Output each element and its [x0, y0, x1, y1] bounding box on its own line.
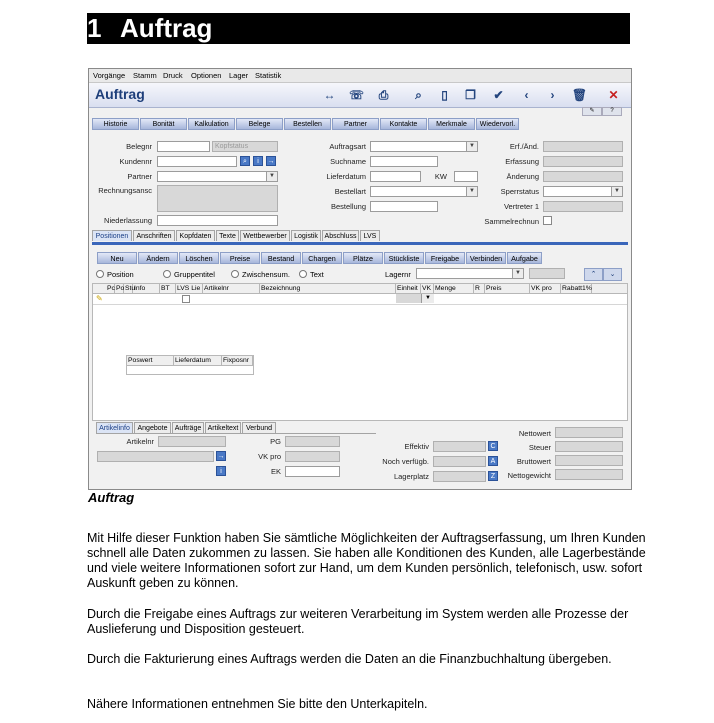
nettowert-field	[555, 427, 623, 438]
figure-caption: Auftrag	[88, 490, 135, 505]
chevron-down-icon[interactable]: ⌄	[603, 268, 622, 281]
col-lvs: LVS Lie	[176, 284, 203, 293]
lagerplatz-field	[433, 471, 486, 482]
tab-logistik[interactable]: Logistik	[291, 230, 321, 241]
menu-druck[interactable]: Druck	[163, 71, 183, 80]
app-title: Auftrag	[95, 86, 145, 102]
lagernr-extra-field	[529, 268, 565, 279]
a-button[interactable]: A	[488, 456, 498, 466]
sub-grid-header	[127, 356, 253, 366]
copy-icon[interactable]: ❐	[465, 88, 476, 102]
action-toolbar	[97, 252, 542, 264]
artikelnr-label: Artikelnr	[126, 437, 154, 446]
tab-belege[interactable]: Belege	[236, 118, 283, 130]
aendern-button[interactable]: Ändern	[138, 252, 178, 264]
effektiv-field	[433, 441, 486, 452]
partner-select[interactable]	[157, 171, 278, 182]
info-icon[interactable]: i	[253, 156, 263, 166]
tab-partner[interactable]: Partner	[332, 118, 379, 130]
lvs-checkbox[interactable]	[182, 295, 190, 303]
arrow-right-icon[interactable]: →	[217, 453, 225, 460]
c-button[interactable]: C	[488, 441, 498, 451]
tab-historie[interactable]: Historie	[92, 118, 139, 130]
preise-button[interactable]: Preise	[220, 252, 260, 264]
chapter-number: 1	[87, 13, 102, 43]
belegnr-field[interactable]	[157, 141, 210, 152]
niederlassung-label: Niederlassung	[104, 216, 152, 225]
tab-kopfdaten[interactable]: Kopfdaten	[176, 230, 215, 241]
chevron-down-icon[interactable]: ▼	[512, 269, 523, 278]
artikelnr-field	[158, 436, 226, 447]
tab-verbund[interactable]: Verbund	[242, 422, 276, 433]
col-info: Info	[133, 284, 160, 293]
col-bezeichnung: Bezeichnung	[260, 284, 396, 293]
tab-angebote[interactable]: Angebote	[134, 422, 171, 433]
bruttowert-field	[555, 455, 623, 466]
bruttowert-label: Bruttowert	[516, 457, 551, 466]
col-poswert: Poswert	[127, 356, 174, 365]
sperrstatus-select[interactable]	[543, 186, 623, 197]
tab-wettbewerber[interactable]: Wettbewerber	[240, 230, 290, 241]
vkpro-label: VK pro	[258, 452, 281, 461]
tab-merkmale[interactable]: Merkmale	[428, 118, 475, 130]
vertreter1-label: Vertreter 1	[503, 202, 539, 211]
chargen-button[interactable]: Chargen	[302, 252, 342, 264]
col-lieferdatum: Lieferdatum	[174, 356, 222, 365]
checkmark-icon[interactable]: ✔	[493, 88, 504, 102]
sammelrechnung-label: Sammelrechnun	[484, 217, 539, 226]
top-tab-bar	[92, 118, 519, 130]
tab-bonitaet[interactable]: Bonität	[140, 118, 187, 130]
position-radio[interactable]	[96, 270, 104, 278]
verbinden-button[interactable]: Verbinden	[466, 252, 506, 264]
menu-statistik[interactable]: Statistik	[255, 71, 282, 80]
col-preis: Preis	[485, 284, 530, 293]
tab-bestellen[interactable]: Bestellen	[284, 118, 331, 130]
bestellung-field[interactable]	[370, 201, 438, 212]
chevron-down-icon[interactable]: ▼	[266, 172, 277, 181]
chevron-down-icon[interactable]: ▼	[611, 187, 622, 196]
bottom-tab-bar	[96, 422, 276, 433]
col-artikelnr: Artikelnr	[203, 284, 260, 293]
vertreter1-field	[543, 201, 623, 212]
rechnungsanschrift-field	[157, 185, 278, 212]
menu-optionen[interactable]: Optionen	[191, 71, 222, 80]
zwischensumme-radio[interactable]	[231, 270, 239, 278]
sperrstatus-label: Sperrstatus	[500, 187, 539, 196]
auftragsart-label: Auftragsart	[329, 142, 366, 151]
col-pc: Pc	[107, 285, 115, 292]
niederlassung-field[interactable]	[157, 215, 278, 226]
kw-field[interactable]	[454, 171, 478, 182]
vkpro-field	[285, 451, 340, 462]
loeschen-button[interactable]: Löschen	[179, 252, 219, 264]
positions-grid	[92, 283, 628, 421]
artikel-bezeichnung-field	[97, 451, 214, 462]
arrow-right-icon[interactable]: ›	[550, 88, 555, 102]
nochverfueg-field	[433, 456, 486, 467]
tab-artikeltext[interactable]: Artikeltext	[205, 422, 241, 433]
bestand-button[interactable]: Bestand	[261, 252, 301, 264]
col-stu: Stu	[125, 285, 136, 292]
nettogewicht-field	[555, 469, 623, 480]
col-vkpro: VK pro	[530, 284, 561, 293]
chapter-title: Auftrag	[120, 13, 213, 43]
erf-aend-field	[543, 141, 623, 152]
lieferdatum-field[interactable]	[370, 171, 421, 182]
grid-header	[93, 284, 627, 294]
trash-icon[interactable]: 🗑	[571, 88, 588, 102]
tab-wiedervorlage[interactable]: Wiedervorl.	[476, 118, 519, 130]
arrow-right-icon[interactable]: →	[267, 158, 275, 165]
rechnungsanschrift-label: Rechnungsansc	[98, 186, 152, 195]
kundennr-label: Kundennr	[119, 157, 152, 166]
freigabe-button[interactable]: Freigabe	[425, 252, 465, 264]
tab-underline	[92, 242, 628, 245]
tab-artikelinfo[interactable]: Artikelinfo	[96, 422, 133, 433]
sammelrechnung-checkbox[interactable]	[543, 216, 552, 225]
col-einheit: Einheit	[396, 284, 421, 293]
paragraph-2: Durch die Freigabe eines Auftrags zur weiteren Verarbeitung im System werden alle Prozesse der Auslieferung und Disposition gesteuert.	[87, 607, 629, 636]
app-screenshot	[88, 68, 632, 490]
tab-auftraege[interactable]: Aufträge	[172, 422, 204, 433]
kopfstatus-field	[212, 141, 278, 152]
aenderung-field	[543, 171, 623, 182]
menu-bar	[89, 69, 631, 83]
bottom-tab-line	[96, 433, 376, 434]
chevron-down-icon[interactable]: ▼	[421, 294, 434, 303]
aenderung-label: Änderung	[506, 172, 539, 181]
printer-icon[interactable]: ⎙	[378, 88, 389, 102]
chevron-down-icon[interactable]: ▼	[466, 187, 477, 196]
sub-grid	[126, 355, 254, 375]
neu-button[interactable]: Neu	[97, 252, 137, 264]
paragraph-1: Mit Hilfe dieser Funktion haben Sie sämtliche Möglichkeiten der Auftragserfassung, um Ihren Kunden schnell alle Daten zukommen zu lassen. Sie haben alle Konditionen des Kunden, alle Lagerbestände und viele weitere Informationen sofort zur Hand, um dem Kunden persönlich, telefonisch, usw. sofort Auskunft geben zu können.	[87, 531, 646, 590]
kundennr-field[interactable]	[157, 156, 237, 167]
col-bt: BT	[160, 284, 176, 293]
title-bar	[89, 83, 631, 108]
col-fixposnr: Fixposnr	[222, 356, 253, 365]
bestellung-label: Bestellung	[330, 202, 366, 211]
info-icon[interactable]: i	[216, 466, 226, 476]
gruppentitel-radio-label: Gruppentitel	[174, 270, 215, 279]
partner-label: Partner	[127, 172, 152, 181]
tab-texte[interactable]: Texte	[216, 230, 239, 241]
paragraph-4: Nähere Informationen entnehmen Sie bitte den Unterkapiteln.	[87, 697, 428, 711]
zwischensumme-radio-label: Zwischensum.	[242, 270, 290, 279]
search-icon[interactable]: ⌕	[240, 156, 250, 166]
auftragsart-select[interactable]	[370, 141, 478, 152]
tab-anschriften[interactable]: Anschriften	[133, 230, 175, 241]
erfassung-label: Erfassung	[505, 157, 539, 166]
tab-lvs[interactable]: LVS	[360, 230, 380, 241]
gruppentitel-radio[interactable]	[163, 270, 171, 278]
steuer-field	[555, 441, 623, 452]
bestellart-select[interactable]	[370, 186, 478, 197]
col-po: Po	[116, 285, 125, 292]
tab-positionen[interactable]: Positionen	[92, 230, 132, 241]
erfassung-field	[543, 156, 623, 167]
steuer-label: Steuer	[528, 443, 551, 452]
close-icon[interactable]: ✕	[608, 88, 619, 102]
tab-kalkulation[interactable]: Kalkulation	[188, 118, 235, 130]
belegnr-label: Belegnr	[126, 142, 152, 151]
text-radio[interactable]	[299, 270, 307, 278]
paragraph-3: Durch die Fakturierung eines Auftrags werden die Daten an die Finanzbuchhaltung übergeben.	[87, 652, 612, 666]
tab-abschluss[interactable]: Abschluss	[322, 230, 359, 241]
aufgabe-button[interactable]: Aufgabe	[507, 252, 542, 264]
kopfstatus-placeholder: Kopfstatus	[215, 143, 249, 150]
arrows-horizontal-icon[interactable]: ↔	[323, 88, 336, 102]
lower-tab-bar	[92, 230, 628, 242]
nettogewicht-label: Nettogewicht	[507, 471, 551, 480]
pg-label: PG	[270, 437, 281, 446]
menu-stamm[interactable]: Stamm	[133, 71, 157, 80]
menu-lager[interactable]: Lager	[229, 71, 249, 80]
document-icon[interactable]: ▯	[441, 88, 448, 102]
chapter-heading	[87, 13, 630, 44]
col-r: R	[474, 284, 485, 293]
help-icon[interactable]: ?	[602, 107, 622, 116]
lagernr-select[interactable]	[416, 268, 524, 279]
search-icon[interactable]: ⌕	[415, 88, 422, 102]
suchname-field[interactable]	[370, 156, 438, 167]
col-menge: Menge	[434, 284, 474, 293]
bestellart-label: Bestellart	[334, 187, 366, 196]
arrow-left-icon[interactable]: ‹	[524, 88, 529, 102]
stueckliste-button[interactable]: Stückliste	[384, 252, 424, 264]
col-rabatt: Rabatt1%	[562, 285, 592, 292]
effektiv-label: Effektiv	[404, 442, 429, 451]
kw-label: KW	[434, 172, 447, 181]
ek-field[interactable]	[285, 466, 340, 477]
erf-aend-label: Erf./Änd.	[509, 142, 539, 151]
phone-icon[interactable]: ☏	[348, 88, 364, 102]
chevron-down-icon[interactable]: ▼	[466, 142, 477, 151]
lagerplatz-label: Lagerplatz	[393, 472, 429, 481]
chevron-up-icon[interactable]: ⌃	[584, 268, 603, 281]
tab-kontakte[interactable]: Kontakte	[380, 118, 427, 130]
ek-label: EK	[270, 467, 281, 476]
table-row[interactable]	[93, 294, 627, 305]
position-radio-label: Position	[107, 270, 134, 279]
lagernr-label: Lagernr	[385, 270, 411, 279]
nochverfueg-label: Noch verfügb.	[382, 457, 429, 466]
menu-vorgaenge[interactable]: Vorgänge	[93, 71, 126, 80]
pg-field	[285, 436, 340, 447]
lieferdatum-label: Lieferdatum	[326, 172, 366, 181]
pencil-icon: ✎	[96, 294, 103, 303]
suchname-label: Suchname	[330, 157, 366, 166]
text-radio-label: Text	[310, 270, 324, 279]
nettowert-label: Nettowert	[518, 429, 551, 438]
col-vk: VK	[421, 284, 434, 293]
z-button[interactable]: Z	[488, 471, 498, 481]
plaetze-button[interactable]: Plätze	[343, 252, 383, 264]
pen-icon[interactable]: ✎	[582, 107, 602, 116]
